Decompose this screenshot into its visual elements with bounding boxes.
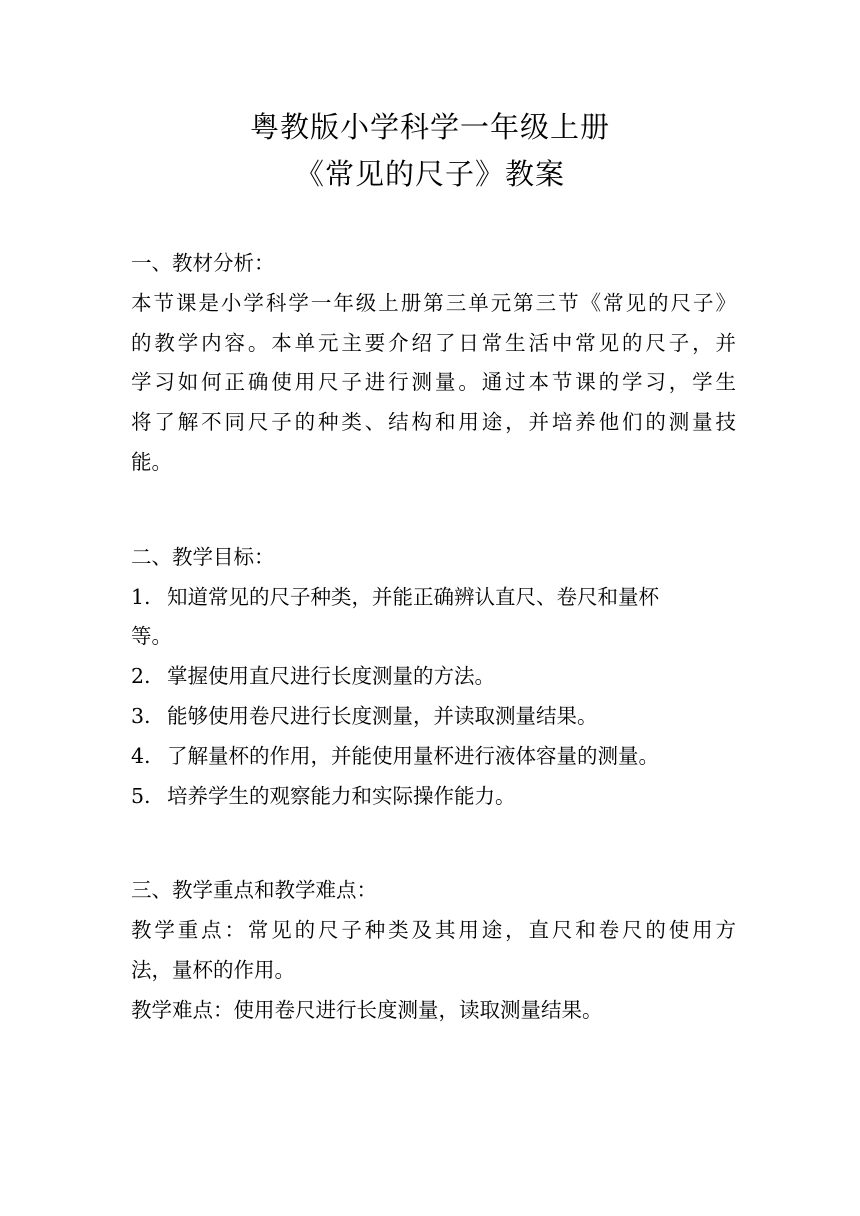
goal-item-2: [131, 657, 736, 697]
section-heading-material-analysis: 一、教材分析：: [131, 251, 275, 275]
paragraph-line: 学习如何正确使用尺子进行测量。通过本节课的学习，学生: [131, 370, 736, 395]
paragraph-line: 的教学内容。本单元主要介绍了日常生活中常见的尺子，并: [131, 330, 736, 355]
goal-item-1: [131, 578, 736, 618]
goal-text: 掌握使用直尺进行长度测量的方法。: [167, 664, 495, 689]
paragraph-line: 能。: [131, 449, 172, 474]
goal-number: 5.: [131, 783, 151, 808]
goal-number: 4.: [131, 743, 151, 768]
paragraph-line: 将了解不同尺子的种类、结构和用途，并培养他们的测量技: [131, 410, 736, 435]
goal-item-3: [131, 697, 736, 737]
goal-item-1-continuation: 等。: [131, 624, 172, 649]
paragraph-line: 本节课是小学科学一年级上册第三单元第三节《常见的尺子》: [131, 290, 736, 315]
goal-number: 1.: [131, 584, 151, 609]
goal-number: 3.: [131, 703, 151, 728]
document-body: [131, 244, 736, 1031]
goal-text: 能够使用卷尺进行长度测量，并读取测量结果。: [167, 703, 598, 728]
goal-item-4: [131, 737, 736, 777]
section-heading-key-points: 三、教学重点和教学难点：: [131, 878, 377, 903]
section-heading-teaching-goals: 二、教学目标：: [131, 544, 275, 569]
goal-number: 2.: [131, 664, 151, 689]
difficulty-line: 教学难点：使用卷尺进行长度测量，读取测量结果。: [131, 997, 603, 1022]
key-point-line: 法，量杯的作用。: [131, 957, 295, 982]
section-spacer: [131, 483, 736, 538]
title-line-1: 粤教版小学科学一年级上册: [249, 110, 610, 144]
document-title: [0, 104, 860, 198]
goal-item-5: [131, 777, 736, 817]
key-point-line: 教学重点：常见的尺子种类及其用途，直尺和卷尺的使用方: [131, 918, 736, 943]
goal-text: 了解量杯的作用，并能使用量杯进行液体容量的测量。: [167, 743, 659, 768]
goal-text: 知道常见的尺子种类，并能正确辨认直尺、卷尺和量杯: [167, 584, 659, 609]
section-spacer: [131, 816, 736, 871]
title-line-2: 《常见的尺子》教案: [294, 157, 565, 191]
goal-text: 培养学生的观察能力和实际操作能力。: [167, 783, 516, 808]
